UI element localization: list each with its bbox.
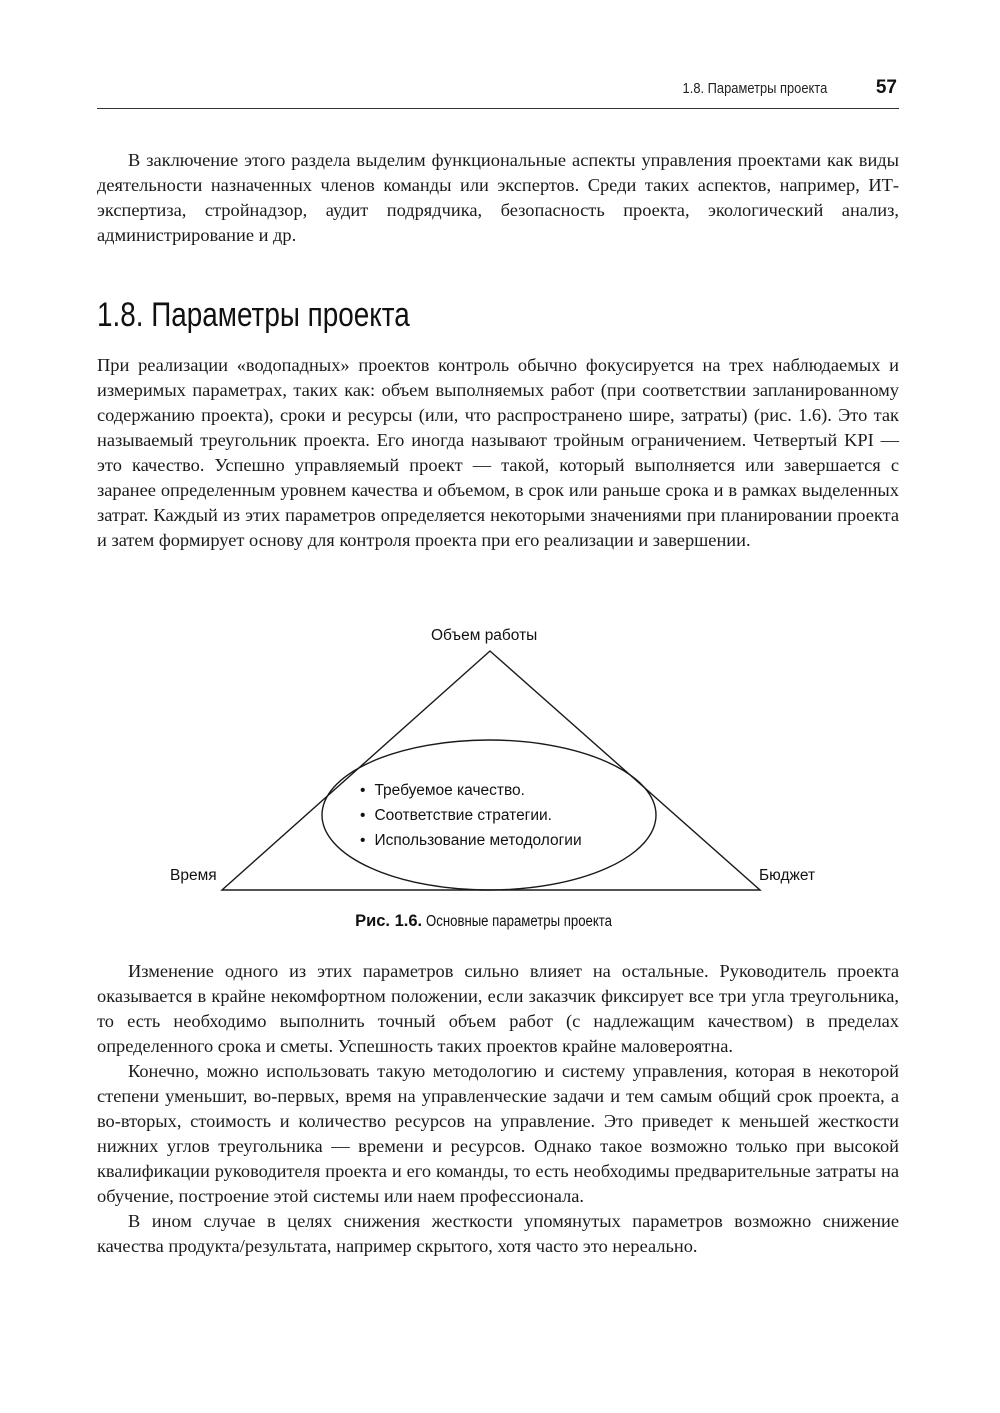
running-head-title: 1.8. Параметры проекта — [682, 80, 827, 97]
triangle-shape — [222, 651, 760, 890]
section-paragraph: При реализации «водопадных» проектов контроль обычно фокусируется на трех наблюдаемых и измеримых параметрах, таких как: объем выполняемых работ (при соответствии запланированному содержанию проекта), сроки и ресурсы (или, что распространено шире, затраты) (рис. 1.6). Это так называемый треугольник проекта. Его иногда называют тройным ограничением. Четвертый KPI — это качество. Успешно управляемый проект — такой, который выполняется или завершается с заранее определенным уровнем качества и объемом, в срок или раньше срока и в рамках выделенных затрат. Каждый из этих параметров определяется некоторыми значениями при планировании проекта и затем формирует основу для контроля проекта при его реализации и завершении. — [97, 355, 899, 550]
list-item: • Использование методологии — [360, 828, 582, 853]
body-paragraph: Изменение одного из этих параметров сильно влияет на остальные. Руководитель проекта оказывается в крайне некомфортном положении, если заказчик фиксирует все три угла треугольника, то есть необходимо выполнить точный объем работ (с надлежащим качеством) в пределах определенного срока и сметы. Успешность таких проектов крайне маловероятна. — [97, 961, 899, 1056]
caption-text: Основные параметры проекта — [426, 913, 613, 930]
body-paragraph: В ином случае в целях снижения жесткости упомянутых параметров возможно снижение качества продукта/результата, например скрытого, хотя часто это нереально. — [97, 1211, 899, 1256]
project-triangle-figure — [150, 615, 850, 905]
section-heading: 1.8. Параметры проекта — [97, 296, 410, 334]
caption-prefix: Рис. 1.6. — [355, 912, 423, 930]
section-text — [97, 353, 899, 553]
intro-text — [97, 148, 899, 248]
page-number: 57 — [875, 77, 897, 98]
running-head — [97, 78, 899, 109]
list-item: • Требуемое качество. — [360, 778, 582, 803]
list-item: • Соответствие стратегии. — [360, 803, 582, 828]
label-scope: Объем работы — [431, 627, 538, 644]
body-paragraph: Конечно, можно использовать такую методологию и систему управления, которая в некоторой степени уменьшит, во-первых, время на управленческие задачи и тем самым общий срок проекта, а во-вторых, стоимость и количество ресурсов на управление. Это приведет к меньшей жесткости нижних углов треугольника — времени и ресурсов. Однако такое возможно только при высокой квалификации руководителя проекта и его команды, то есть необходимы предварительные затраты на обучение, построение этой системы или наем профессионала. — [97, 1061, 899, 1206]
figure-caption — [0, 912, 1000, 931]
quality-criteria-list — [360, 778, 582, 853]
intro-paragraph: В заключение этого раздела выделим функциональные аспекты управления проектами как виды деятельности назначенных членов команды или экспертов. Среди таких аспектов, например, ИТ-экспертиза, стройнадзор, аудит подрядчика, безопасность проекта, экологический анализ, администрирование и др. — [97, 150, 899, 245]
project-triangle-diagram — [150, 615, 850, 905]
body-text — [97, 959, 899, 1259]
label-budget: Бюджет — [759, 867, 816, 884]
label-time: Время — [170, 867, 217, 884]
